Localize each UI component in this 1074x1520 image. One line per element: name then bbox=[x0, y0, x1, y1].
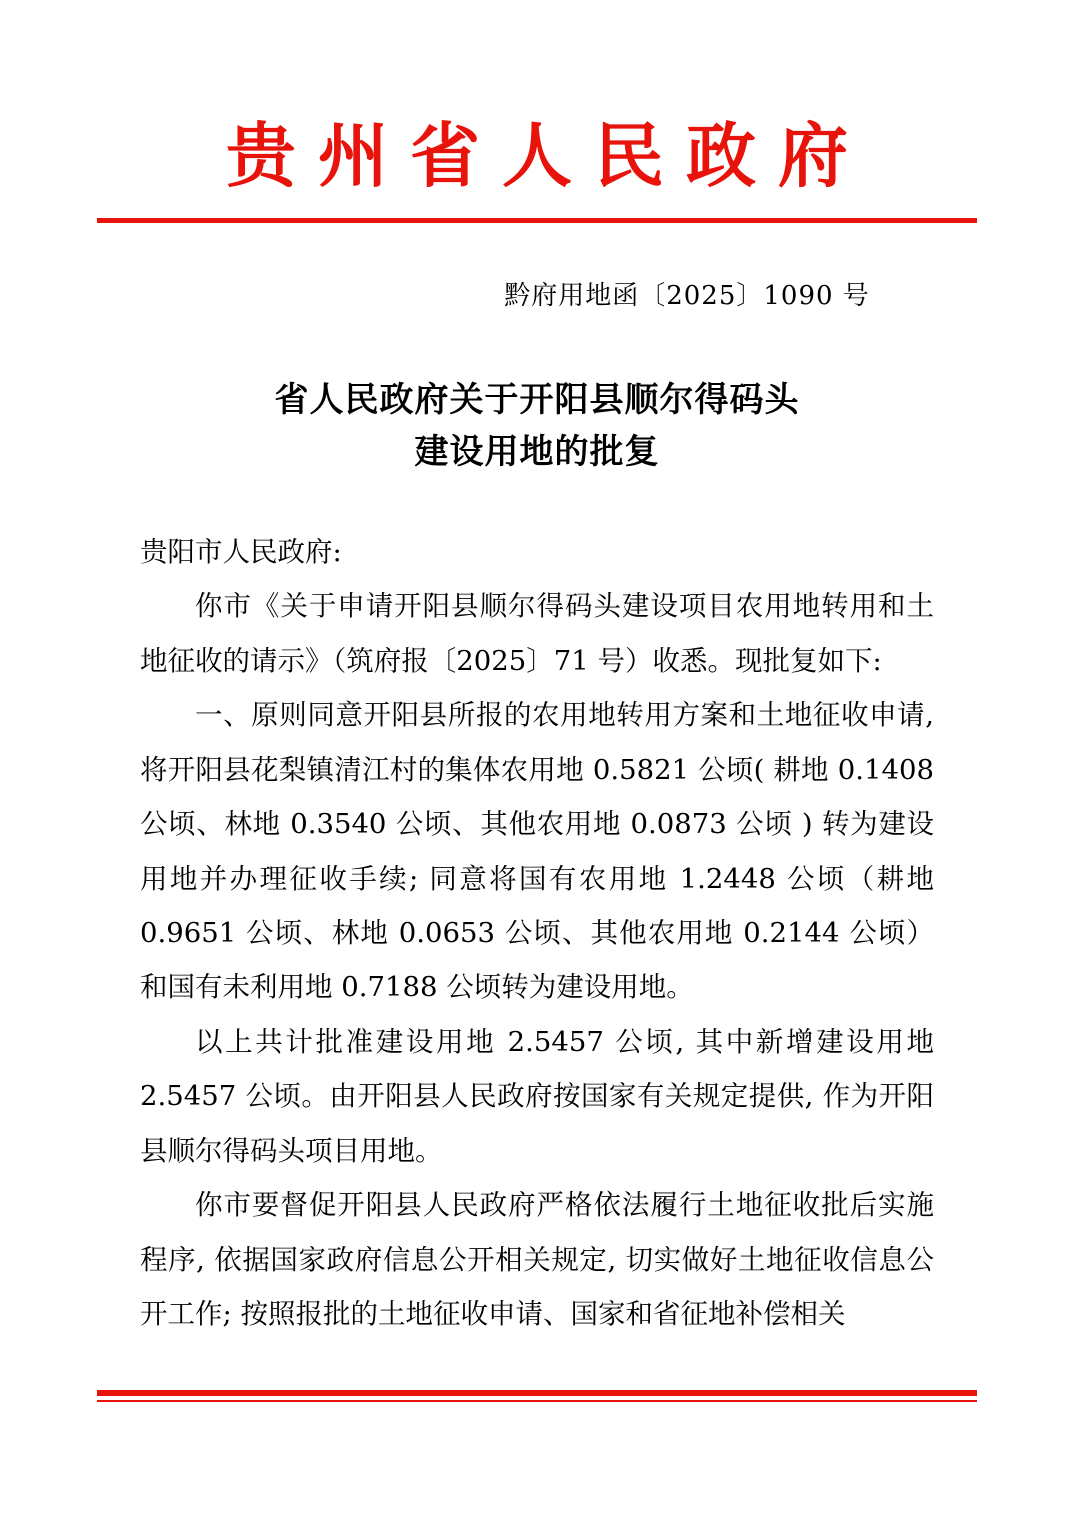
body-paragraph-2: 一、原则同意开阳县所报的农用地转用方案和土地征收申请,将开阳县花梨镇清江村的集体农用地 0.5821 公顷( 耕地 0.1408 公顷、林地 0.3540 公顷、其他农用地 0.0873 公顷 ) 转为建设用地并办理征收手续; 同意将国有农用地 1.2448 公顷（耕地 0.9651 公顷、林地 0.0653 公顷、其他农用地 0.2144 公顷）和国有未利用地 0.7188 公顷转为建设用地。 bbox=[140, 699, 934, 1004]
page-title-line-2: 建设用地的批复 bbox=[414, 432, 660, 473]
footer-divider-thin bbox=[97, 1400, 977, 1402]
footer-divider bbox=[0, 1390, 1074, 1402]
page-title-line-1: 省人民政府关于开阳县顺尔得码头 bbox=[274, 379, 800, 420]
document-number bbox=[0, 275, 1074, 312]
page-title bbox=[0, 374, 1074, 479]
body-paragraph-3: 以上共计批准建设用地 2.5457 公顷, 其中新增建设用地 2.5457 公顷。由开阳县人民政府按国家有关规定提供, 作为开阳县顺尔得码头项目用地。 bbox=[140, 1025, 934, 1167]
body-paragraph-1: 你市《关于申请开阳县顺尔得码头建设项目农用地转用和土地征收的请示》（筑府报〔2025〕71 号）收悉。现批复如下: bbox=[140, 590, 934, 677]
document-body bbox=[0, 525, 1074, 1342]
letterhead-divider bbox=[97, 218, 977, 223]
body-paragraph-4: 你市要督促开阳县人民政府严格依法履行土地征收批后实施程序, 依据国家政府信息公开相关规定, 切实做好土地征收信息公开工作; 按照报批的土地征收申请、国家和省征地补偿相关 bbox=[140, 1189, 934, 1331]
letterhead bbox=[0, 0, 1074, 223]
footer-divider-thick bbox=[97, 1390, 977, 1396]
salutation: 贵阳市人民政府: bbox=[140, 535, 342, 568]
document-number-text: 黔府用地函〔2025〕1090 号 bbox=[504, 280, 870, 311]
letterhead-title: 贵州省人民政府 bbox=[226, 114, 870, 197]
